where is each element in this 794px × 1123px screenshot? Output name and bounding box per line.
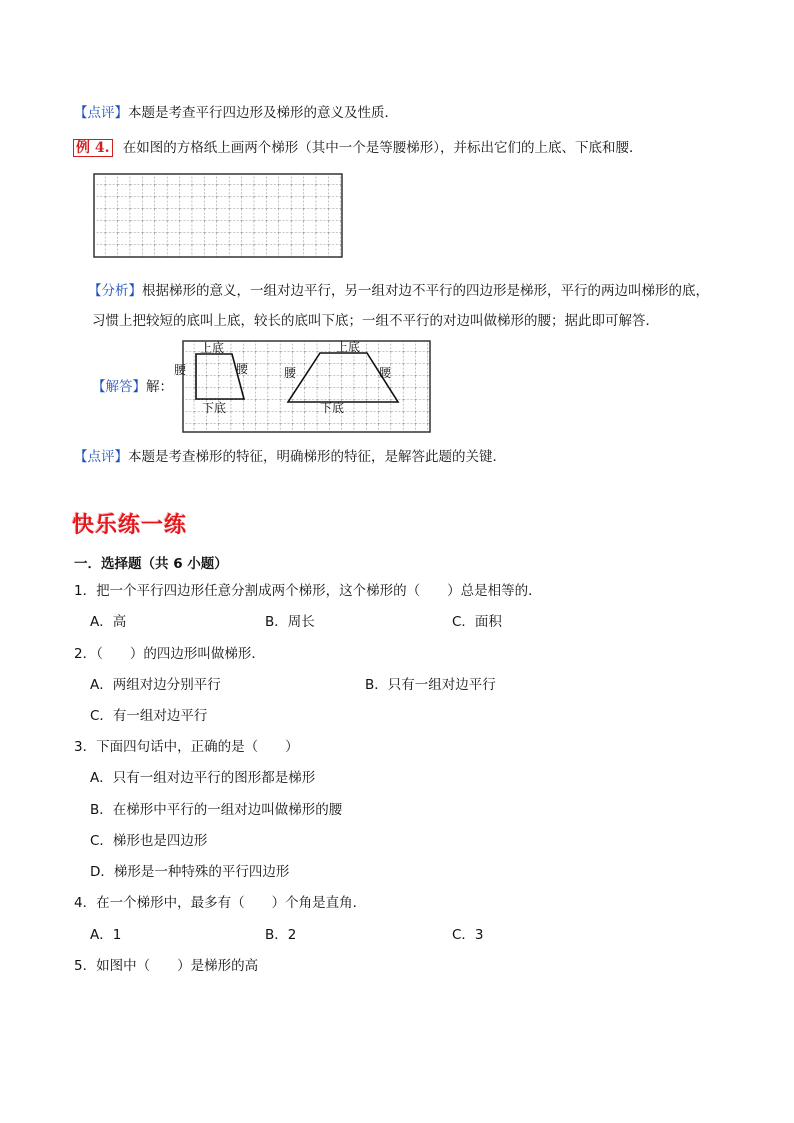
question-4-option-c[interactable]: C．3 bbox=[452, 927, 484, 943]
question-2-option-b[interactable]: B．只有一组对边平行 bbox=[365, 677, 496, 693]
label-right-leg-left: 腰 bbox=[284, 366, 297, 380]
question-5-stem: 5．如图中（ ）是梯形的高 bbox=[74, 958, 259, 974]
analysis-text-1: 根据梯形的意义，一组对边平行，另一组对边不平行的四边形是梯形，平行的两边叫梯形的底， bbox=[142, 283, 709, 299]
answer-label: 【解答】 bbox=[92, 379, 146, 395]
question-4-stem: 4．在一个梯形中，最多有（ ）个角是直角． bbox=[74, 895, 367, 911]
analysis-line-2: 习惯上把较短的底叫上底，较长的底叫下底；一组不平行的对边叫做梯形的腰；据此即可解答． bbox=[92, 313, 659, 329]
review-label: 【点评】 bbox=[74, 105, 128, 121]
label-left-bottom: 下底 bbox=[202, 401, 227, 415]
question-2-stem: 2．（ ）的四边形叫做梯形． bbox=[74, 646, 265, 662]
label-right-top: 上底 bbox=[336, 340, 361, 354]
review-text: 本题是考查平行四边形及梯形的意义及性质． bbox=[128, 105, 398, 121]
label-left-leg-left: 腰 bbox=[174, 363, 187, 377]
question-3-stem: 3．下面四句话中，正确的是（ ） bbox=[74, 739, 299, 755]
question-3-option-d[interactable]: D．梯形是一种特殊的平行四边形 bbox=[90, 864, 290, 880]
label-left-leg-right: 腰 bbox=[236, 362, 249, 376]
label-right-leg-right: 腰 bbox=[379, 366, 392, 380]
question-1-option-a[interactable]: A．高 bbox=[90, 614, 127, 630]
question-3-option-c[interactable]: C．梯形也是四边形 bbox=[90, 833, 208, 849]
label-right-bottom: 下底 bbox=[320, 401, 345, 415]
example-text: 在如图的方格纸上画两个梯形（其中一个是等腰梯形），并标出它们的上底、下底和腰． bbox=[122, 140, 643, 156]
analysis-label: 【分析】 bbox=[88, 283, 142, 299]
question-1-stem: 1．把一个平行四边形任意分割成两个梯形，这个梯形的（ ）总是相等的． bbox=[74, 583, 542, 599]
question-1-option-b[interactable]: B．周长 bbox=[265, 614, 315, 630]
example-line bbox=[73, 139, 643, 157]
grid-paper-trapezoids bbox=[174, 340, 432, 433]
grid-paper-empty bbox=[93, 173, 343, 258]
question-3-option-b[interactable]: B．在梯形中平行的一组对边叫做梯形的腰 bbox=[90, 802, 343, 818]
question-3-option-a[interactable]: A．只有一组对边平行的图形都是梯形 bbox=[90, 770, 316, 786]
practice-heading: 快乐练一练 bbox=[72, 513, 188, 538]
review-paragraph-2 bbox=[74, 448, 506, 466]
question-4-option-a[interactable]: A．1 bbox=[90, 927, 122, 943]
answer-line bbox=[92, 378, 173, 396]
review-text-2: 本题是考查梯形的特征，明确梯形的特征，是解答此题的关键． bbox=[128, 449, 506, 465]
question-2-option-c[interactable]: C．有一组对边平行 bbox=[90, 708, 208, 724]
answer-text: 解： bbox=[146, 379, 173, 395]
example-tag: 例 4. bbox=[73, 139, 113, 157]
review-paragraph-1 bbox=[74, 104, 398, 122]
question-4-option-b[interactable]: B．2 bbox=[265, 927, 297, 943]
analysis-line-1 bbox=[88, 282, 709, 300]
review-label-2: 【点评】 bbox=[74, 449, 128, 465]
question-1-option-c[interactable]: C．面积 bbox=[452, 614, 502, 630]
label-left-top: 上底 bbox=[200, 341, 225, 355]
section-title: 一．选择题（共 6 小题） bbox=[74, 556, 228, 572]
question-2-option-a[interactable]: A．两组对边分别平行 bbox=[90, 677, 221, 693]
